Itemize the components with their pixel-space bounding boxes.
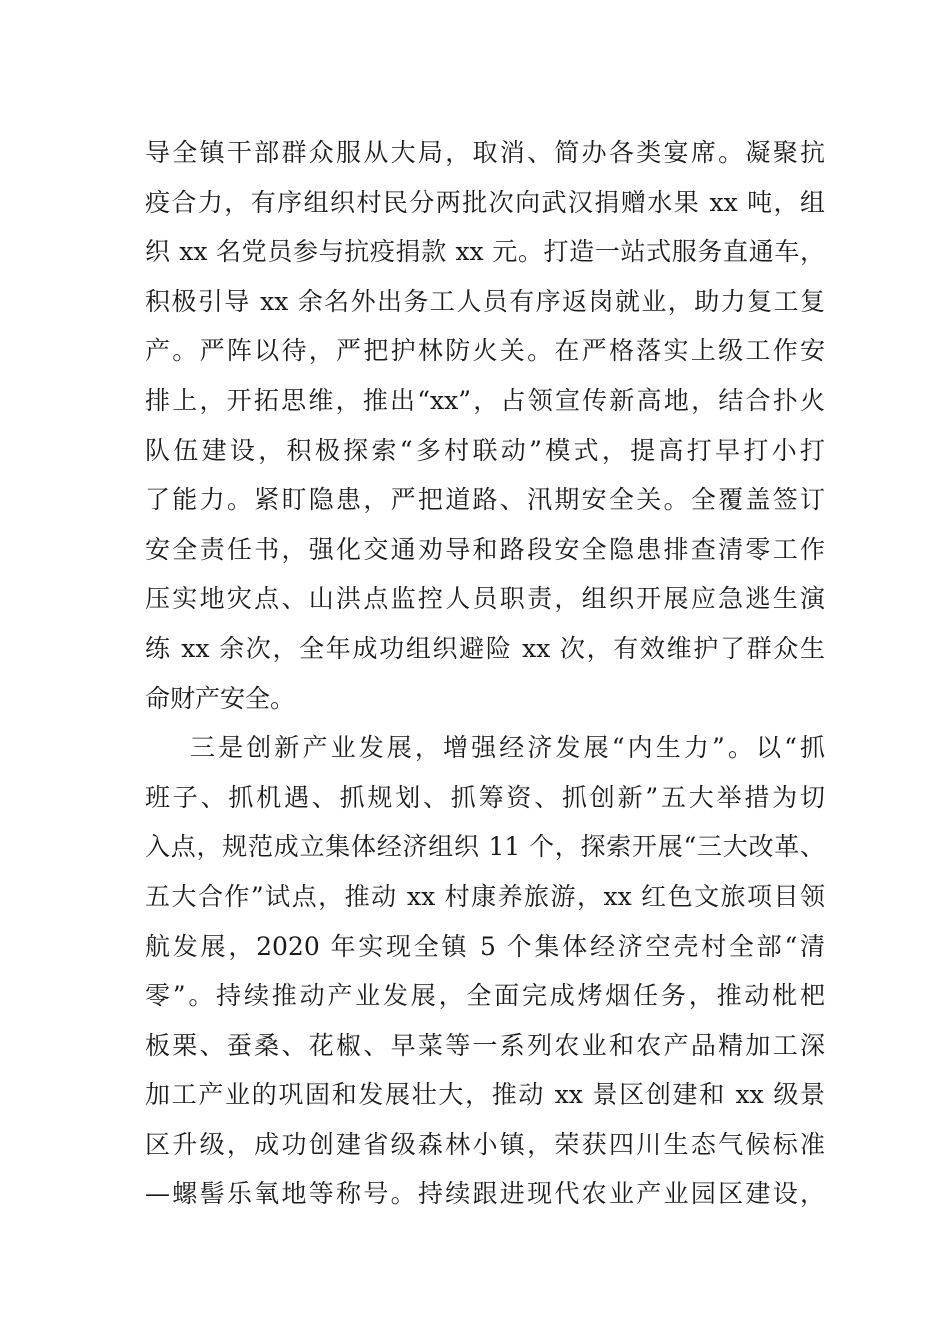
- text-line: —螺髻乐氧地等称号。持续跟进现代农业产业园区建设，: [145, 1179, 825, 1209]
- text-line: 队伍建设，积极探索“多村联动”模式，提高打早打小打: [145, 435, 825, 465]
- paragraph-start-line: 三是创新产业发展，增强经济发展“内生力”。以“抓: [190, 733, 825, 763]
- text-line: 产。严阵以待，严把护林防火关。在严格落实上级工作安: [145, 336, 825, 366]
- text-line: 积极引导 xx 余名外出务工人员有序返岗就业，助力复工复: [145, 286, 825, 316]
- text-line: 五大合作”试点，推动 xx 村康养旅游，xx 红色文旅项目领: [145, 881, 825, 911]
- text-line: 加工产业的巩固和发展壮大，推动 xx 景区创建和 xx 级景: [145, 1080, 825, 1110]
- text-line: 班子、抓机遇、抓规划、抓筹资、抓创新”五大举措为切: [145, 782, 825, 812]
- text-line: 命财产安全。: [145, 683, 296, 713]
- body-text: [145, 128, 825, 1219]
- text-line: 排上，开拓思维，推出“xx”，占领宣传新高地，结合扑火: [145, 385, 825, 415]
- text-line: 板栗、蚕桑、花椒、早菜等一系列农业和农产品精加工深: [145, 1030, 825, 1060]
- text-line: 航发展，2020 年实现全镇 5 个集体经济空壳村全部“清: [145, 931, 825, 961]
- text-line: 织 xx 名党员参与抗疫捐款 xx 元。打造一站式服务直通车，: [145, 237, 825, 267]
- text-line: 压实地灾点、山洪点监控人员职责，组织开展应急逃生演: [145, 584, 825, 614]
- text-line: 零”。持续推动产业发展，全面完成烤烟任务，推动枇杷: [145, 981, 825, 1011]
- text-line: 入点，规范成立集体经济组织 11 个，探索开展“三大改革、: [145, 832, 825, 862]
- text-line: 导全镇干部群众服从大局，取消、简办各类宴席。凝聚抗: [145, 138, 825, 167]
- text-line: 区升级，成功创建省级森林小镇，荣获四川生态气候标准: [145, 1129, 825, 1159]
- text-line: 疫合力，有序组织村民分两批次向武汉捐赠水果 xx 吨，组: [145, 187, 825, 217]
- text-line: 练 xx 余次，全年成功组织避险 xx 次，有效维护了群众生: [145, 633, 825, 663]
- text-line: 安全责任书，强化交通劝导和路段安全隐患排查清零工作: [145, 534, 825, 564]
- text-line: 了能力。紧盯隐患，严把道路、汛期安全关。全覆盖签订: [145, 485, 825, 515]
